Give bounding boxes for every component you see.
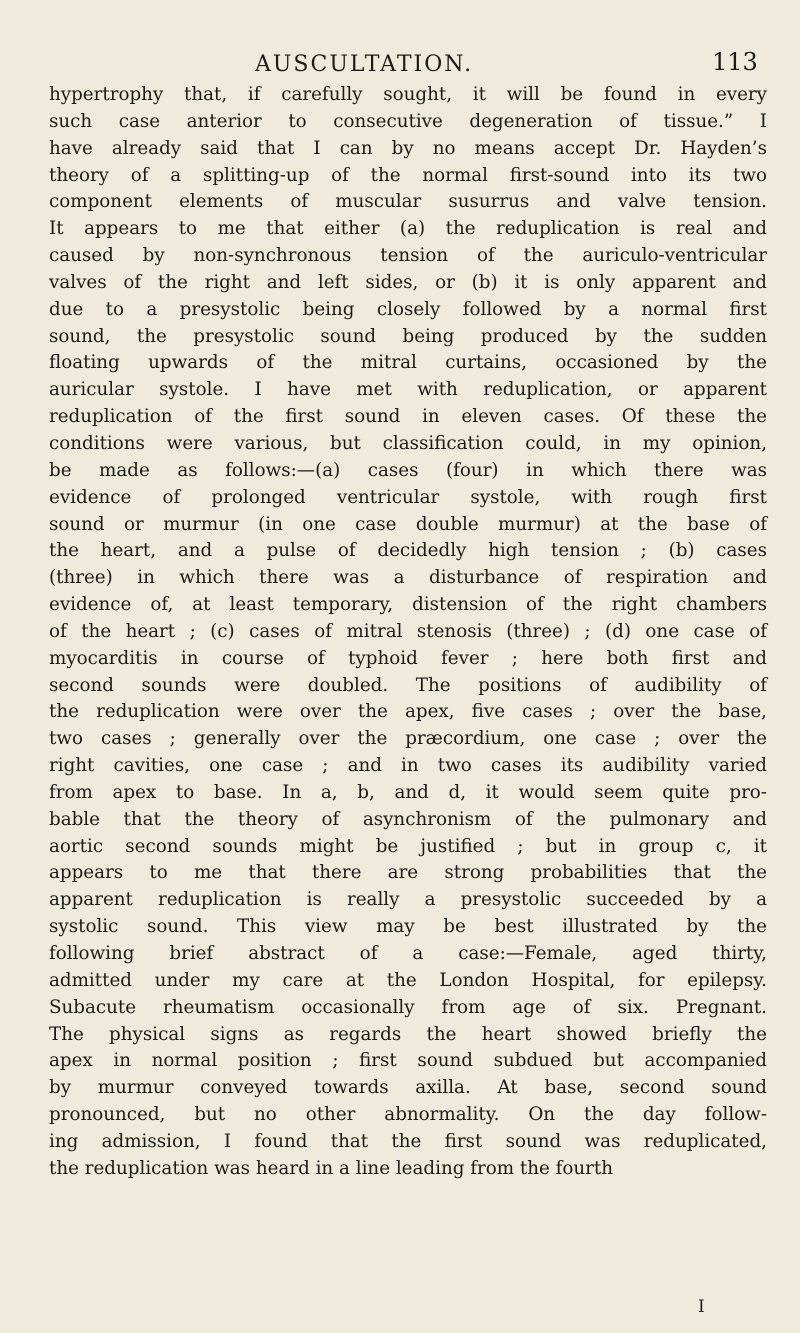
text-line: (three) in which there was a disturbance of respiration and bbox=[49, 567, 767, 589]
running-title: AUSCULTATION. bbox=[255, 52, 474, 77]
text-line: pronounced, but no other abnormality. On the day follow- bbox=[49, 1104, 767, 1126]
text-line: myocarditis in course of typhoid fever ; here both first and bbox=[49, 647, 767, 669]
text-line: valves of the right and left sides, or (b) it is only apparent and bbox=[49, 271, 767, 293]
text-line: of the heart ; (c) cases of mitral stenosis (three) ; (d) one case of bbox=[49, 620, 767, 642]
text-line: systolic sound. This view may be best illustrated by the bbox=[49, 916, 767, 938]
text-line: apex in normal position ; first sound subdued but accompanied bbox=[49, 1050, 767, 1072]
text-line: apparent reduplication is really a presystolic succeeded by a bbox=[49, 889, 767, 911]
text-line: appears to me that there are strong probabilities that the bbox=[49, 862, 767, 884]
text-line: right cavities, one case ; and in two cases its audibility varied bbox=[49, 755, 767, 777]
page-number: 113 bbox=[712, 48, 758, 76]
text-line: evidence of prolonged ventricular systole, with rough first bbox=[49, 486, 767, 508]
text-line: the heart, and a pulse of decidedly high tension ; (b) cases bbox=[49, 540, 767, 562]
text-line: from apex to base. In a, b, and d, it would seem quite pro- bbox=[49, 781, 767, 803]
text-line: admitted under my care at the London Hospital, for epilepsy. bbox=[49, 969, 767, 991]
text-line: floating upwards of the mitral curtains, occasioned by the bbox=[49, 352, 767, 374]
text-line: second sounds were doubled. The positions of audibility of bbox=[49, 674, 767, 696]
text-line: following brief abstract of a case:—Female, aged thirty, bbox=[49, 943, 767, 964]
text-line: have already said that I can by no means accept Dr. Hayden’s bbox=[49, 137, 767, 159]
text-line: auricular systole. I have met with reduplication, or apparent bbox=[49, 379, 767, 401]
text-line: ing admission, I found that the first sound was reduplicated, bbox=[49, 1130, 767, 1152]
text-line: caused by non-synchronous tension of the auriculo-ventricular bbox=[49, 245, 767, 267]
text-line: evidence of, at least temporary, distension of the right chambers bbox=[49, 594, 767, 616]
text-line: two cases ; generally over the præcordium, one case ; over the bbox=[49, 728, 767, 750]
text-line: conditions were various, but classification could, in my opinion, bbox=[49, 432, 767, 454]
text-line: the reduplication was heard in a line leading from the fourth bbox=[49, 1157, 614, 1179]
text-line: be made as follows:—(a) cases (four) in which there was bbox=[49, 459, 767, 481]
text-line: hypertrophy that, if carefully sought, it will be found in every bbox=[49, 84, 767, 105]
text-line: component elements of muscular susurrus and valve tension. bbox=[49, 191, 767, 213]
text-line: reduplication of the first sound in eleven cases. Of these the bbox=[49, 406, 767, 428]
text-line: such case anterior to consecutive degeneration of tissue.” I bbox=[49, 110, 767, 132]
text-line: due to a presystolic being closely followed by a normal first bbox=[49, 298, 767, 320]
running-header bbox=[0, 48, 800, 84]
text-line: Subacute rheumatism occasionally from age of six. Pregnant. bbox=[49, 996, 767, 1018]
text-line: theory of a splitting-up of the normal first-sound into its two bbox=[49, 164, 767, 186]
signature-mark: I bbox=[698, 1297, 705, 1317]
text-line: The physical signs as regards the heart showed briefly the bbox=[49, 1023, 767, 1045]
text-line: sound, the presystolic sound being produced by the sudden bbox=[49, 325, 767, 347]
text-line: It appears to me that either (a) the reduplication is real and bbox=[49, 218, 767, 240]
body-text bbox=[49, 82, 767, 1183]
text-line: bable that the theory of asynchronism of the pulmonary and bbox=[49, 808, 767, 830]
text-line: aortic second sounds might be justified ; but in group c, it bbox=[49, 835, 767, 857]
text-line: by murmur conveyed towards axilla. At base, second sound bbox=[49, 1077, 767, 1099]
text-line: sound or murmur (in one case double murmur) at the base of bbox=[49, 513, 767, 535]
text-line: the reduplication were over the apex, five cases ; over the base, bbox=[49, 701, 767, 723]
